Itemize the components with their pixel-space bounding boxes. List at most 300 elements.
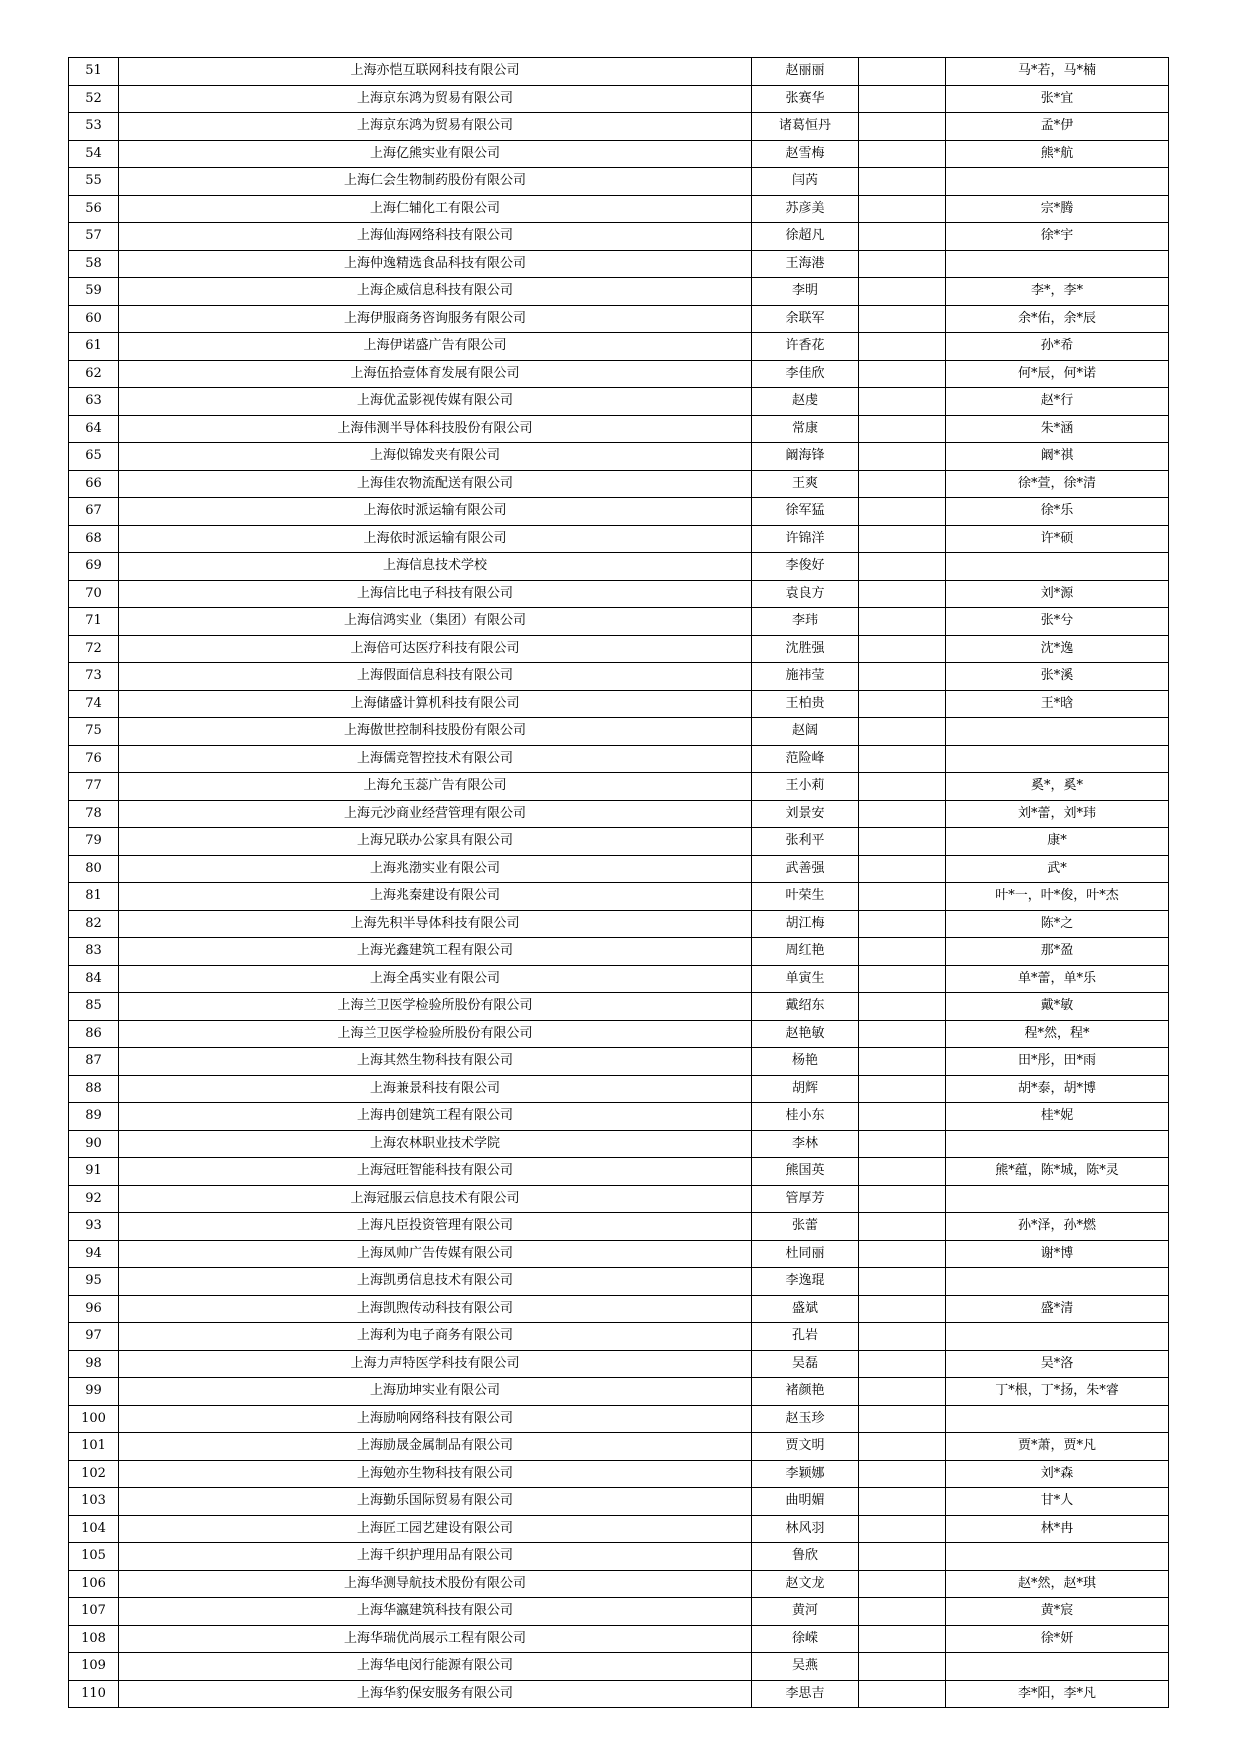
table-row — [69, 388, 1169, 416]
employee-name: 李俊好 — [752, 553, 859, 581]
blank-cell — [859, 1515, 946, 1543]
blank-cell — [859, 1460, 946, 1488]
row-number: 78 — [69, 800, 119, 828]
table-row — [69, 1488, 1169, 1516]
children-names: 阚*祺 — [946, 443, 1169, 471]
employee-name: 李林 — [752, 1130, 859, 1158]
blank-cell — [859, 1570, 946, 1598]
company-name: 上海信息技术学校 — [119, 553, 752, 581]
company-name: 上海先积半导体科技有限公司 — [119, 910, 752, 938]
children-names: 熊*航 — [946, 140, 1169, 168]
row-number: 81 — [69, 883, 119, 911]
children-names — [946, 1653, 1169, 1681]
children-names: 孟*伊 — [946, 113, 1169, 141]
company-name: 上海优孟影视传媒有限公司 — [119, 388, 752, 416]
table-row — [69, 1075, 1169, 1103]
table-row — [69, 1570, 1169, 1598]
company-name: 上海兆渤实业有限公司 — [119, 855, 752, 883]
table-row — [69, 360, 1169, 388]
employee-name: 黄河 — [752, 1598, 859, 1626]
children-names: 谢*博 — [946, 1240, 1169, 1268]
blank-cell — [859, 855, 946, 883]
children-names: 沈*逸 — [946, 635, 1169, 663]
children-names: 王*晗 — [946, 690, 1169, 718]
employee-name: 桂小东 — [752, 1103, 859, 1131]
company-name: 上海依时派运输有限公司 — [119, 525, 752, 553]
table-row — [69, 1185, 1169, 1213]
blank-cell — [859, 223, 946, 251]
blank-cell — [859, 1185, 946, 1213]
company-name: 上海匠工园艺建设有限公司 — [119, 1515, 752, 1543]
employee-name: 贾文明 — [752, 1433, 859, 1461]
row-number: 55 — [69, 168, 119, 196]
row-number: 59 — [69, 278, 119, 306]
row-number: 94 — [69, 1240, 119, 1268]
employee-name: 余联军 — [752, 305, 859, 333]
company-name: 上海仙海网络科技有限公司 — [119, 223, 752, 251]
company-name: 上海农林职业技术学院 — [119, 1130, 752, 1158]
company-name: 上海凯煦传动科技有限公司 — [119, 1295, 752, 1323]
company-name: 上海似锦发夹有限公司 — [119, 443, 752, 471]
table-row — [69, 498, 1169, 526]
row-number: 108 — [69, 1625, 119, 1653]
table-row — [69, 470, 1169, 498]
blank-cell — [859, 608, 946, 636]
children-names: 李*阳，李*凡 — [946, 1680, 1169, 1708]
children-names: 张*宜 — [946, 85, 1169, 113]
employee-name: 张蕾 — [752, 1213, 859, 1241]
row-number: 58 — [69, 250, 119, 278]
row-number: 92 — [69, 1185, 119, 1213]
blank-cell — [859, 305, 946, 333]
blank-cell — [859, 113, 946, 141]
employee-name: 熊国英 — [752, 1158, 859, 1186]
row-number: 99 — [69, 1378, 119, 1406]
employee-name: 苏彦美 — [752, 195, 859, 223]
blank-cell — [859, 1488, 946, 1516]
table-row — [69, 883, 1169, 911]
company-name: 上海仁辅化工有限公司 — [119, 195, 752, 223]
employee-name: 李逸琨 — [752, 1268, 859, 1296]
blank-cell — [859, 58, 946, 86]
employee-name: 胡江梅 — [752, 910, 859, 938]
children-names: 刘*森 — [946, 1460, 1169, 1488]
table-row — [69, 1350, 1169, 1378]
row-number: 70 — [69, 580, 119, 608]
row-number: 100 — [69, 1405, 119, 1433]
row-number: 79 — [69, 828, 119, 856]
company-name: 上海倍可达医疗科技有限公司 — [119, 635, 752, 663]
company-name: 上海亿熊实业有限公司 — [119, 140, 752, 168]
row-number: 66 — [69, 470, 119, 498]
children-names: 单*蕾，单*乐 — [946, 965, 1169, 993]
table-row — [69, 415, 1169, 443]
blank-cell — [859, 525, 946, 553]
children-names: 李*，李* — [946, 278, 1169, 306]
row-number: 71 — [69, 608, 119, 636]
table-row — [69, 663, 1169, 691]
blank-cell — [859, 415, 946, 443]
employee-name: 闫芮 — [752, 168, 859, 196]
row-number: 90 — [69, 1130, 119, 1158]
blank-cell — [859, 993, 946, 1021]
blank-cell — [859, 965, 946, 993]
employee-name: 戴绍东 — [752, 993, 859, 1021]
table-row — [69, 58, 1169, 86]
row-number: 95 — [69, 1268, 119, 1296]
row-number: 54 — [69, 140, 119, 168]
employee-name: 赵艳敏 — [752, 1020, 859, 1048]
children-names — [946, 1130, 1169, 1158]
row-number: 80 — [69, 855, 119, 883]
children-names: 戴*敏 — [946, 993, 1169, 1021]
table-row — [69, 333, 1169, 361]
employee-name: 李思吉 — [752, 1680, 859, 1708]
company-name: 上海元沙商业经营管理有限公司 — [119, 800, 752, 828]
blank-cell — [859, 1213, 946, 1241]
employee-name: 赵文龙 — [752, 1570, 859, 1598]
table-row — [69, 910, 1169, 938]
employee-name: 许香花 — [752, 333, 859, 361]
company-name: 上海信比电子科技有限公司 — [119, 580, 752, 608]
company-name: 上海劢坤实业有限公司 — [119, 1378, 752, 1406]
table-row — [69, 113, 1169, 141]
employee-name: 赵虔 — [752, 388, 859, 416]
blank-cell — [859, 85, 946, 113]
blank-cell — [859, 1240, 946, 1268]
blank-cell — [859, 553, 946, 581]
table-row — [69, 1680, 1169, 1708]
children-names — [946, 745, 1169, 773]
employee-name: 林风羽 — [752, 1515, 859, 1543]
employee-name: 李玮 — [752, 608, 859, 636]
employee-name: 徐军猛 — [752, 498, 859, 526]
employee-name: 张赛华 — [752, 85, 859, 113]
employee-name: 杜同丽 — [752, 1240, 859, 1268]
children-names: 赵*然，赵*琪 — [946, 1570, 1169, 1598]
employee-name: 诸葛恒丹 — [752, 113, 859, 141]
table-row — [69, 828, 1169, 856]
children-names: 叶*一，叶*俊，叶*杰 — [946, 883, 1169, 911]
row-number: 85 — [69, 993, 119, 1021]
row-number: 107 — [69, 1598, 119, 1626]
table-row — [69, 855, 1169, 883]
row-number: 88 — [69, 1075, 119, 1103]
children-names: 贾*萧，贾*凡 — [946, 1433, 1169, 1461]
blank-cell — [859, 1020, 946, 1048]
children-names: 徐*乐 — [946, 498, 1169, 526]
company-name: 上海千织护理用品有限公司 — [119, 1543, 752, 1571]
employee-name: 杨艳 — [752, 1048, 859, 1076]
blank-cell — [859, 828, 946, 856]
children-names: 孙*泽，孙*燃 — [946, 1213, 1169, 1241]
company-name: 上海勉亦生物科技有限公司 — [119, 1460, 752, 1488]
children-names: 田*彤，田*雨 — [946, 1048, 1169, 1076]
children-names: 宗*腾 — [946, 195, 1169, 223]
row-number: 62 — [69, 360, 119, 388]
children-names: 吴*洛 — [946, 1350, 1169, 1378]
table-row — [69, 1515, 1169, 1543]
employee-name: 王柏贵 — [752, 690, 859, 718]
blank-cell — [859, 718, 946, 746]
children-names: 奚*，奚* — [946, 773, 1169, 801]
employee-name: 吴磊 — [752, 1350, 859, 1378]
children-names: 林*冉 — [946, 1515, 1169, 1543]
table-row — [69, 1048, 1169, 1076]
employee-name: 赵玉珍 — [752, 1405, 859, 1433]
row-number: 64 — [69, 415, 119, 443]
company-name: 上海冠服云信息技术有限公司 — [119, 1185, 752, 1213]
table-row — [69, 85, 1169, 113]
table-row — [69, 1240, 1169, 1268]
company-name: 上海兰卫医学检验所股份有限公司 — [119, 993, 752, 1021]
employee-name: 褚颜艳 — [752, 1378, 859, 1406]
blank-cell — [859, 580, 946, 608]
table-row — [69, 140, 1169, 168]
table-row — [69, 1433, 1169, 1461]
employee-name: 王爽 — [752, 470, 859, 498]
table-row — [69, 1378, 1169, 1406]
table-row — [69, 553, 1169, 581]
table-row — [69, 1543, 1169, 1571]
employee-name: 施祎莹 — [752, 663, 859, 691]
company-name: 上海凯勇信息技术有限公司 — [119, 1268, 752, 1296]
company-name: 上海华瑞优尚展示工程有限公司 — [119, 1625, 752, 1653]
table-row — [69, 800, 1169, 828]
blank-cell — [859, 1598, 946, 1626]
blank-cell — [859, 938, 946, 966]
employee-name: 赵丽丽 — [752, 58, 859, 86]
children-names: 那*盈 — [946, 938, 1169, 966]
row-number: 110 — [69, 1680, 119, 1708]
blank-cell — [859, 1350, 946, 1378]
row-number: 63 — [69, 388, 119, 416]
company-name: 上海凡臣投资管理有限公司 — [119, 1213, 752, 1241]
table-row — [69, 635, 1169, 663]
blank-cell — [859, 278, 946, 306]
company-name: 上海冠旺智能科技有限公司 — [119, 1158, 752, 1186]
employee-name: 叶荣生 — [752, 883, 859, 911]
row-number: 67 — [69, 498, 119, 526]
employee-name: 李明 — [752, 278, 859, 306]
children-names — [946, 1543, 1169, 1571]
blank-cell — [859, 1433, 946, 1461]
blank-cell — [859, 910, 946, 938]
employee-name: 常康 — [752, 415, 859, 443]
company-name: 上海冉创建筑工程有限公司 — [119, 1103, 752, 1131]
children-names: 丁*根，丁*扬，朱*睿 — [946, 1378, 1169, 1406]
table-row — [69, 1625, 1169, 1653]
children-names: 徐*妍 — [946, 1625, 1169, 1653]
children-names — [946, 1323, 1169, 1351]
row-number: 73 — [69, 663, 119, 691]
employee-name: 周红艳 — [752, 938, 859, 966]
table-row — [69, 223, 1169, 251]
table-row — [69, 965, 1169, 993]
employee-name: 赵阔 — [752, 718, 859, 746]
children-names: 刘*蕾，刘*玮 — [946, 800, 1169, 828]
row-number: 60 — [69, 305, 119, 333]
company-name: 上海伊服商务咨询服务有限公司 — [119, 305, 752, 333]
employee-name: 徐超凡 — [752, 223, 859, 251]
blank-cell — [859, 195, 946, 223]
row-number: 53 — [69, 113, 119, 141]
table-row — [69, 773, 1169, 801]
children-names — [946, 553, 1169, 581]
table-row — [69, 1268, 1169, 1296]
blank-cell — [859, 1625, 946, 1653]
employee-name: 徐嵘 — [752, 1625, 859, 1653]
employee-name: 鲁欣 — [752, 1543, 859, 1571]
children-names — [946, 1185, 1169, 1213]
table-body — [69, 58, 1169, 1708]
children-names: 孙*希 — [946, 333, 1169, 361]
company-name: 上海华瀛建筑科技有限公司 — [119, 1598, 752, 1626]
children-names — [946, 1405, 1169, 1433]
table-row — [69, 1213, 1169, 1241]
employee-name: 王小莉 — [752, 773, 859, 801]
table-row — [69, 1598, 1169, 1626]
blank-cell — [859, 800, 946, 828]
row-number: 57 — [69, 223, 119, 251]
company-name: 上海兼景科技有限公司 — [119, 1075, 752, 1103]
row-number: 76 — [69, 745, 119, 773]
employee-name: 吴燕 — [752, 1653, 859, 1681]
children-names — [946, 718, 1169, 746]
blank-cell — [859, 1323, 946, 1351]
children-names — [946, 168, 1169, 196]
company-name: 上海华电闵行能源有限公司 — [119, 1653, 752, 1681]
company-name: 上海其然生物科技有限公司 — [119, 1048, 752, 1076]
company-name: 上海京东鸿为贸易有限公司 — [119, 85, 752, 113]
blank-cell — [859, 883, 946, 911]
company-name: 上海依时派运输有限公司 — [119, 498, 752, 526]
company-name: 上海佳农物流配送有限公司 — [119, 470, 752, 498]
blank-cell — [859, 1130, 946, 1158]
children-names: 黄*宸 — [946, 1598, 1169, 1626]
company-name: 上海京东鸿为贸易有限公司 — [119, 113, 752, 141]
company-name: 上海傲世控制科技股份有限公司 — [119, 718, 752, 746]
row-number: 65 — [69, 443, 119, 471]
row-number: 69 — [69, 553, 119, 581]
blank-cell — [859, 168, 946, 196]
blank-cell — [859, 663, 946, 691]
company-name: 上海储盛计算机科技有限公司 — [119, 690, 752, 718]
blank-cell — [859, 773, 946, 801]
company-name: 上海允玉蕊广告有限公司 — [119, 773, 752, 801]
children-names: 刘*源 — [946, 580, 1169, 608]
company-name: 上海兆秦建设有限公司 — [119, 883, 752, 911]
company-name: 上海全禹实业有限公司 — [119, 965, 752, 993]
row-number: 93 — [69, 1213, 119, 1241]
row-number: 61 — [69, 333, 119, 361]
employee-name: 胡辉 — [752, 1075, 859, 1103]
table-row — [69, 1020, 1169, 1048]
company-name: 上海伟测半导体科技股份有限公司 — [119, 415, 752, 443]
table-row — [69, 745, 1169, 773]
roster-table — [68, 57, 1169, 1708]
blank-cell — [859, 250, 946, 278]
table-row — [69, 938, 1169, 966]
company-name: 上海仁会生物制药股份有限公司 — [119, 168, 752, 196]
employee-name: 李佳欣 — [752, 360, 859, 388]
table-row — [69, 1130, 1169, 1158]
table-row — [69, 168, 1169, 196]
company-name: 上海利为电子商务有限公司 — [119, 1323, 752, 1351]
children-names: 康* — [946, 828, 1169, 856]
table-row — [69, 195, 1169, 223]
company-name: 上海亦恺互联网科技有限公司 — [119, 58, 752, 86]
table-row — [69, 443, 1169, 471]
children-names: 徐*宇 — [946, 223, 1169, 251]
company-name: 上海仲逸精选食品科技有限公司 — [119, 250, 752, 278]
row-number: 96 — [69, 1295, 119, 1323]
company-name: 上海光鑫建筑工程有限公司 — [119, 938, 752, 966]
table-row — [69, 305, 1169, 333]
row-number: 52 — [69, 85, 119, 113]
blank-cell — [859, 690, 946, 718]
children-names: 桂*妮 — [946, 1103, 1169, 1131]
company-name: 上海企威信息科技有限公司 — [119, 278, 752, 306]
table-row — [69, 1653, 1169, 1681]
row-number: 103 — [69, 1488, 119, 1516]
children-names: 何*辰，何*诺 — [946, 360, 1169, 388]
row-number: 83 — [69, 938, 119, 966]
employee-name: 曲明媚 — [752, 1488, 859, 1516]
company-name: 上海伊诺盛广告有限公司 — [119, 333, 752, 361]
children-names: 熊*蕴，陈*城，陈*灵 — [946, 1158, 1169, 1186]
table-row — [69, 608, 1169, 636]
company-name: 上海假面信息科技有限公司 — [119, 663, 752, 691]
row-number: 68 — [69, 525, 119, 553]
blank-cell — [859, 635, 946, 663]
company-name: 上海儒竞智控技术有限公司 — [119, 745, 752, 773]
employee-name: 赵雪梅 — [752, 140, 859, 168]
table-row — [69, 993, 1169, 1021]
row-number: 75 — [69, 718, 119, 746]
company-name: 上海华豹保安服务有限公司 — [119, 1680, 752, 1708]
company-name: 上海勤乐国际贸易有限公司 — [119, 1488, 752, 1516]
table-row — [69, 1158, 1169, 1186]
children-names: 程*然，程* — [946, 1020, 1169, 1048]
table-row — [69, 1103, 1169, 1131]
company-name: 上海励晟金属制品有限公司 — [119, 1433, 752, 1461]
blank-cell — [859, 443, 946, 471]
children-names: 张*溪 — [946, 663, 1169, 691]
row-number: 72 — [69, 635, 119, 663]
blank-cell — [859, 140, 946, 168]
employee-name: 孔岩 — [752, 1323, 859, 1351]
row-number: 84 — [69, 965, 119, 993]
table-row — [69, 278, 1169, 306]
row-number: 51 — [69, 58, 119, 86]
children-names: 盛*清 — [946, 1295, 1169, 1323]
row-number: 82 — [69, 910, 119, 938]
table-row — [69, 690, 1169, 718]
table-row — [69, 1295, 1169, 1323]
employee-name: 范险峰 — [752, 745, 859, 773]
employee-name: 阚海锋 — [752, 443, 859, 471]
row-number: 74 — [69, 690, 119, 718]
blank-cell — [859, 745, 946, 773]
table-row — [69, 718, 1169, 746]
table-row — [69, 525, 1169, 553]
employee-name: 武善强 — [752, 855, 859, 883]
company-name: 上海兰卫医学检验所股份有限公司 — [119, 1020, 752, 1048]
table-row — [69, 580, 1169, 608]
row-number: 77 — [69, 773, 119, 801]
row-number: 105 — [69, 1543, 119, 1571]
